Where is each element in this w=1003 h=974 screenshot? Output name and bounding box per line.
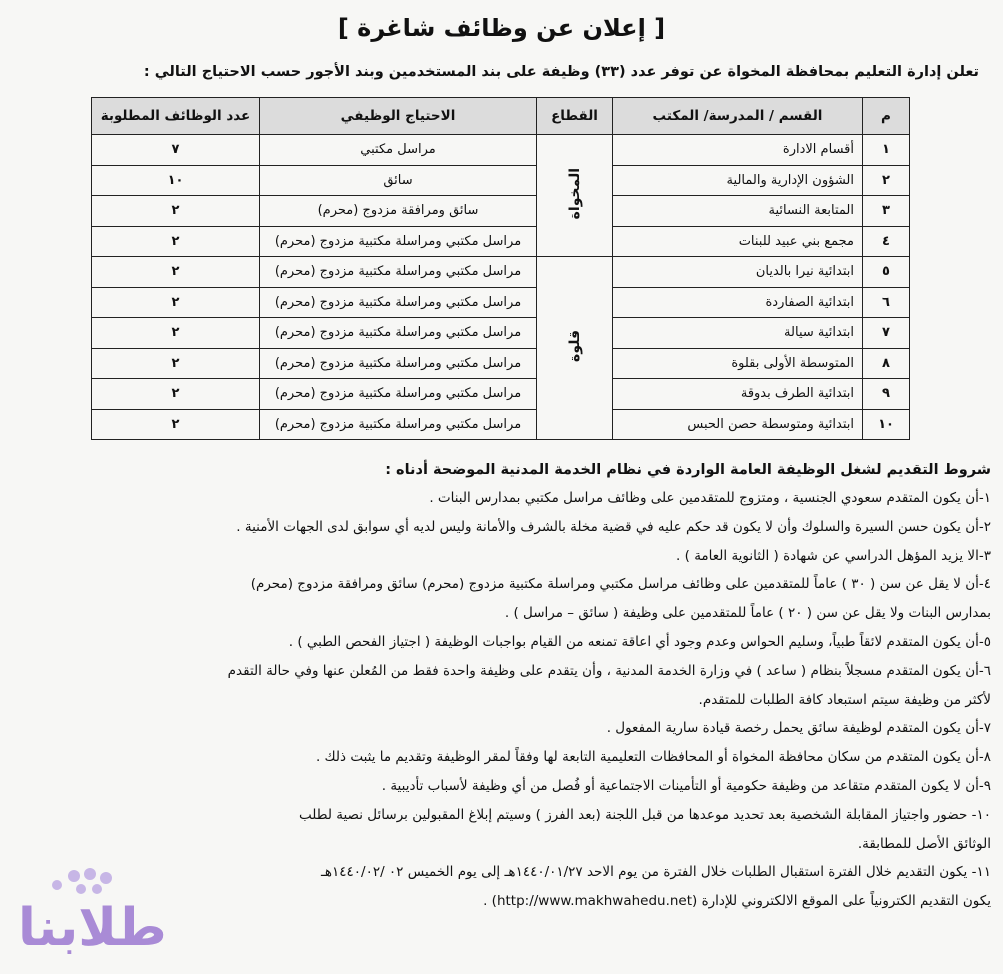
header-sector: القطاع <box>537 98 613 135</box>
table-row <box>92 196 910 227</box>
table-row <box>92 226 910 257</box>
row-count: ٢ <box>92 287 260 318</box>
row-office: أقسام الادارة <box>613 135 863 166</box>
row-role: مراسل مكتبي ومراسلة مكتبية مزدوج (محرم) <box>260 318 537 349</box>
row-office: الشؤون الإدارية والمالية <box>613 165 863 196</box>
condition-line: ١٠- حضور واجتياز المقابلة الشخصية بعد تحديد موعدها من قبل اللجنة (بعد الفرز ) وسيتم إبلاغ المقبولين برسائل نصية لطلب <box>299 806 991 823</box>
header-num: م <box>863 98 910 135</box>
condition-line: يكون التقديم الكترونياً على الموقع الالكتروني للإدارة (http://www.makhwahedu.net) . <box>483 893 991 910</box>
table-row <box>92 348 910 379</box>
row-office: ابتدائية نيرا بالديان <box>613 257 863 288</box>
row-role: مراسل مكتبي ومراسلة مكتبية مزدوج (محرم) <box>260 348 537 379</box>
sector-label: قلوة <box>566 330 583 362</box>
intro-text: تعلن إدارة التعليم بمحافظة المخواة عن توفر عدد (٣٣) وظيفة على بند المستخدمين وبند الأجور حسب الاحتياج التالي : <box>143 64 979 80</box>
sector-cell <box>537 257 613 440</box>
row-role: سائق <box>260 165 537 196</box>
condition-line: ٦-أن يكون المتقدم مسجلاً بنظام ( ساعد ) في وزارة الخدمة المدنية ، وأن يتقدم على وظيفة واحدة فقط من المُعلن عنها وفي حالة التقدم <box>227 662 991 679</box>
row-num: ٩ <box>863 379 910 410</box>
table-row <box>92 287 910 318</box>
condition-line: ٧-أن يكون المتقدم لوظيفة سائق يحمل رخصة قيادة سارية المفعول . <box>606 720 991 737</box>
row-office: المتوسطة الأولى بقلوة <box>613 348 863 379</box>
row-count: ٢ <box>92 379 260 410</box>
row-num: ٧ <box>863 318 910 349</box>
watermark-logo <box>8 868 168 960</box>
row-count: ٧ <box>92 135 260 166</box>
row-num: ١ <box>863 135 910 166</box>
row-count: ٢ <box>92 226 260 257</box>
condition-line: ٨-أن يكون المتقدم من سكان محافظة المخواة أو المحافظات التعليمية التابعة لها وفقاً لمقر الوظيفة وتقديم ما يثبت ذلك . <box>315 749 991 766</box>
sector-label: المخواة <box>566 167 583 220</box>
row-num: ٢ <box>863 165 910 196</box>
row-office: ابتدائية سيالة <box>613 318 863 349</box>
row-count: ٢ <box>92 257 260 288</box>
row-office: مجمع بني عبيد للبنات <box>613 226 863 257</box>
condition-line: ٣-الا يزيد المؤهل الدراسي عن شهادة ( الثانوية العامة ) . <box>676 547 991 564</box>
header-role: الاحتياج الوظيفي <box>260 98 537 135</box>
row-role: مراسل مكتبي <box>260 135 537 166</box>
row-office: المتابعة النسائية <box>613 196 863 227</box>
conditions-heading: شروط التقديم لشغل الوظيفة العامة الواردة في نظام الخدمة المدنية الموضحة أدناه : <box>385 462 991 478</box>
page-title: [ إعلان عن وظائف شاغرة ] <box>337 14 666 42</box>
logo-text: طلابنا <box>18 898 167 958</box>
condition-line: لأكثر من وظيفة سيتم استبعاد كافة الطلبات للمتقدم. <box>698 691 991 708</box>
row-num: ٦ <box>863 287 910 318</box>
table-row <box>92 257 910 288</box>
condition-line: ٤-أن لا يقل عن سن ( ٣٠ ) عاماً للمتقدمين على وظائف مراسل مكتبي ومراسلة مكتبية مزدوج (محرم) سائق ومرافقة مزدوج (محرم) <box>250 576 991 593</box>
row-num: ٥ <box>863 257 910 288</box>
row-role: مراسل مكتبي ومراسلة مكتبية مزدوج (محرم) <box>260 409 537 440</box>
condition-line: ١١- يكون التقديم خلال الفترة استقبال الطلبات خلال الفترة من يوم الاحد ١٤٤٠/٠١/٢٧هـ إلى يوم الخميس ٠٢ /١٤٤٠/٠٢هـ <box>320 864 991 881</box>
row-office: ابتدائية الطرف بدوقة <box>613 379 863 410</box>
condition-line: ٩-أن لا يكون المتقدم متقاعد من وظيفة حكومية أو التأمينات الاجتماعية أو فُصل من أي وظيفة لأسباب تأديبية . <box>381 777 991 794</box>
condition-line: ٢-أن يكون حسن السيرة والسلوك وأن لا يكون قد حكم عليه في قضية مخلة بالشرف والأمانة وليس لديه أي سوابق لدى الجهات الأمنية . <box>236 518 991 535</box>
row-role: سائق ومرافقة مزدوج (محرم) <box>260 196 537 227</box>
header-count: عدد الوظائف المطلوبة <box>92 98 260 135</box>
table-row <box>92 379 910 410</box>
row-office: ابتدائية الصفاردة <box>613 287 863 318</box>
row-num: ٣ <box>863 196 910 227</box>
row-role: مراسل مكتبي ومراسلة مكتبية مزدوج (محرم) <box>260 287 537 318</box>
row-num: ٤ <box>863 226 910 257</box>
sector-cell <box>537 135 613 257</box>
row-count: ١٠ <box>92 165 260 196</box>
row-count: ٢ <box>92 409 260 440</box>
table-row <box>92 165 910 196</box>
row-count: ٢ <box>92 196 260 227</box>
table-row <box>92 318 910 349</box>
row-count: ٢ <box>92 318 260 349</box>
table-row <box>92 135 910 166</box>
row-num: ٨ <box>863 348 910 379</box>
row-role: مراسل مكتبي ومراسلة مكتبية مزدوج (محرم) <box>260 226 537 257</box>
row-count: ٢ <box>92 348 260 379</box>
table-row <box>92 409 910 440</box>
jobs-table <box>91 97 910 440</box>
row-role: مراسل مكتبي ومراسلة مكتبية مزدوج (محرم) <box>260 257 537 288</box>
table-header-row <box>92 98 910 135</box>
row-office: ابتدائية ومتوسطة حصن الحبس <box>613 409 863 440</box>
condition-line: ٥-أن يكون المتقدم لائقاً طبياً، وسليم الحواس وعدم وجود أي اعاقة تمنعه من القيام بواجبات الوظيفة ( اجتياز الفحص الطبي ) . <box>288 633 991 650</box>
condition-line: بمدارس البنات ولا يقل عن سن ( ٢٠ ) عاماً للمتقدمين على وظيفة ( سائق – مراسل ) . <box>504 605 991 622</box>
header-office: القسم / المدرسة/ المكتب <box>613 98 863 135</box>
condition-line: ١-أن يكون المتقدم سعودي الجنسية ، ومتزوج للمتقدمين على وظائف مراسل مكتبي بمدارس البنات . <box>429 490 991 506</box>
conditions-section <box>6 462 991 916</box>
condition-line: الوثائق الأصل للمطابقة. <box>857 835 991 852</box>
row-role: مراسل مكتبي ومراسلة مكتبية مزدوج (محرم) <box>260 379 537 410</box>
row-num: ١٠ <box>863 409 910 440</box>
